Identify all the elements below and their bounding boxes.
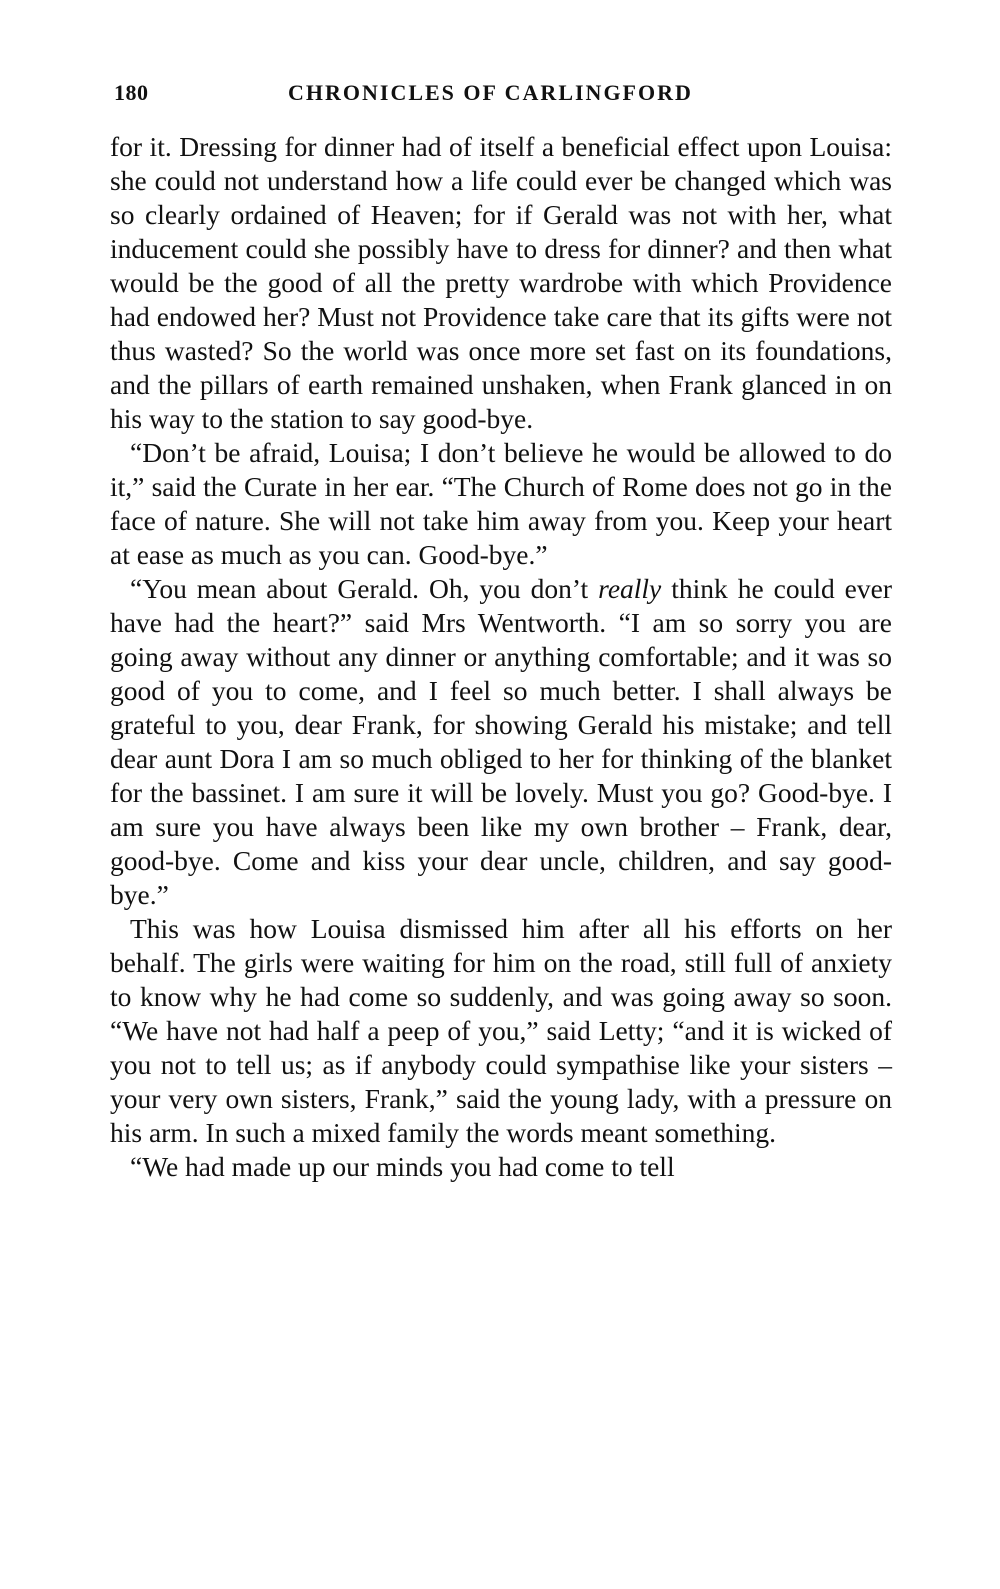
paragraph-1: for it. Dressing for dinner had of itself a beneficial effect upon Louisa: she could not understand how a life could ever be changed which was so clearly ordained of Heaven; for if Gerald was not with her, what inducement could she possibly have to dress for dinner? and then what would be the good of all the pretty wardrobe with which Providence had endowed her? Must not Providence take care that its gifts were not thus wasted? So the world was once more set fast on its foundations, and the pillars of earth remained unshaken, when Frank glanced in on his way to the station to say good-bye. [110,131,892,434]
paragraph-3-after: think he could ever have had the heart?” said Mrs Wentworth. “I am so sorry you are going away without any dinner or anything comfortable; and it was so good of you to come, and I feel so much better. I shall always be grateful to you, dear Frank, for showing Gerald his mistake; and tell dear aunt Dora I am so much obliged to her for thinking of the blanket for the bassinet. I am sure it will be lovely. Must you go? Good-bye. I am sure you have always been like my own brother – Frank, dear, good-bye. Come and kiss your dear uncle, children, and say good-bye.” [110,573,892,910]
running-header [110,74,892,114]
body-text [110,130,892,1184]
paragraph-3 [110,572,892,912]
paragraph-2: “Don’t be afraid, Louisa; I don’t believe he would be allowed to do it,” said the Curate in her ear. “The Church of Rome does not go in the face of nature. She will not take him away from you. Keep your heart at ease as much as you can. Good-bye.” [110,437,892,570]
page-number: 180 [114,80,149,105]
book-page [110,74,892,1184]
paragraph-4: This was how Louisa dismissed him after all his efforts on her behalf. The girls were waiting for him on the road, still full of anxiety to know why he had come so suddenly, and was going away so soon. “We have not had half a peep of you,” said Letty; “and it is wicked of you not to tell us; as if anybody could sympathise like your sisters – your very own sisters, Frank,” said the young lady, with a pressure on his arm. In such a mixed family the words meant something. [110,913,892,1148]
book-title: CHRONICLES OF CARLINGFORD [288,80,693,105]
paragraph-5: “We had made up our minds you had come to tell [130,1151,675,1182]
paragraph-3-emphasis: really [598,573,662,604]
paragraph-3-before: “You mean about Gerald. Oh, you don’t [130,573,599,604]
